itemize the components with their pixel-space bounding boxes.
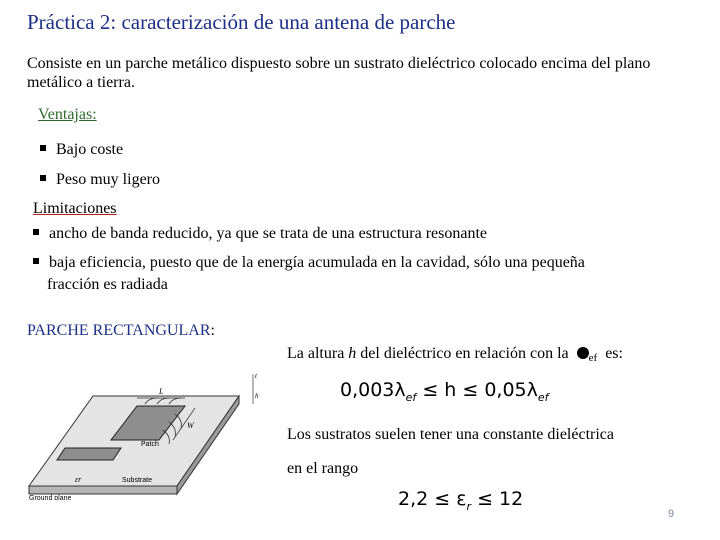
list-item: Peso muy ligero	[40, 171, 160, 189]
list-item: ancho de banda reducido, ya que se trata de una estructura resonante	[33, 225, 487, 243]
slide-title: Práctica 2: caracterización de una antena de parche	[27, 10, 456, 34]
ventajas-heading: Ventajas:	[38, 106, 97, 123]
svg-text:t: t	[255, 372, 257, 380]
lambda-symbol-icon	[577, 347, 589, 359]
permittivity-inequality: $2,2 \le \varepsilon_r \le 12$	[398, 488, 524, 513]
list-item: Bajo coste	[40, 141, 123, 159]
patch-antenna-figure	[27, 368, 267, 500]
feed-line	[57, 448, 121, 460]
svg-text:L: L	[159, 387, 164, 396]
svg-text:W: W	[187, 421, 194, 430]
sustratos-text-line2: en el rango	[287, 460, 359, 477]
list-item: baja eficiencia, puesto que de la energía acumulada en la cavidad, sólo una pequeña	[33, 254, 585, 272]
parche-rectangular-label: PARCHE RECTANGULAR:	[27, 322, 215, 339]
sustratos-text-line1: Los sustratos suelen tener una constante dieléctrica	[287, 426, 614, 443]
bullet-icon	[33, 229, 39, 235]
svg-text:Ground plane: Ground plane	[29, 495, 72, 500]
list-item-continuation: fracción es radiada	[47, 276, 168, 293]
limitaciones-heading: Limitaciones	[33, 200, 117, 217]
bullet-icon	[33, 258, 39, 264]
intro-paragraph: Consiste en un parche metálico dispuesto sobre un sustrato dieléctrico colocado encima del plano metálico a tierra.	[27, 55, 651, 91]
svg-text:Substrate: Substrate	[122, 477, 152, 484]
substrate-front-face	[29, 486, 177, 494]
page-number: 9	[668, 508, 675, 520]
bullet-icon	[40, 145, 46, 151]
altura-relation-text: La altura h del dieléctrico en relación con la $_{ef}$ es:	[287, 345, 623, 364]
height-inequality: $0,003\lambda_{ef} \le h \le 0,05\lambda_{ef}$	[340, 379, 549, 404]
svg-text:εr: εr	[75, 475, 82, 484]
patch-antenna-diagram	[27, 368, 267, 500]
bullet-icon	[40, 175, 46, 181]
svg-text:Patch: Patch	[141, 441, 159, 448]
svg-text:h: h	[255, 392, 259, 400]
